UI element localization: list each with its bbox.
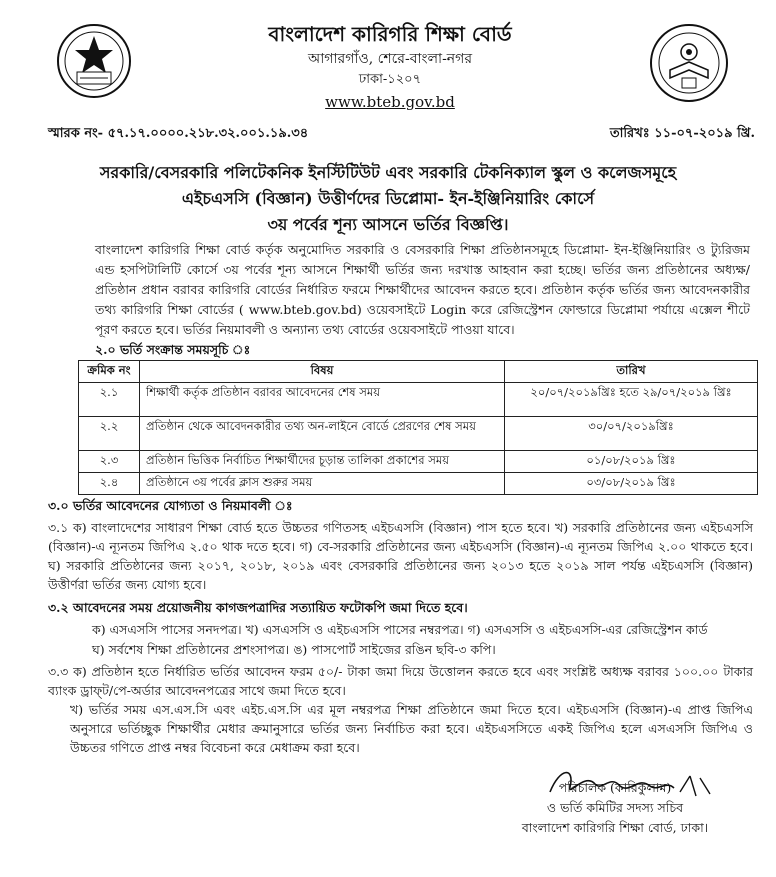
section-3-2-a: ক) এসএসসি পাসের সনদপত্র। খ) এসএসসি ও এইচএসসি পাসের নম্বরপত্র। গ) এসএসসি ও এইচএসসি-এর রেজিস্ট্রেশন কার্ড	[92, 622, 708, 637]
row-date: ৩০/০৭/২০১৯খ্রিঃ	[505, 417, 758, 451]
government-seal-logo	[55, 22, 133, 100]
bteb-logo	[648, 18, 730, 108]
signatory-role: ও ভর্তি কমিটির সদস্য সচিব	[546, 800, 684, 815]
subject-line-1: সরকারি/বেসরকারি পলিটেকনিক ইনস্টিটিউট এবং সরকারি টেকনিক্যাল স্কুল ও কলেজসমূহে	[99, 163, 677, 182]
header-date: তারিখ	[505, 361, 758, 383]
address-line-2: ঢাকা-১২০৭	[358, 72, 422, 87]
subject-line-3: ৩য় পর্বের শূন্য আসনে ভর্তির বিজ্ঞপ্তি।	[267, 215, 509, 234]
section-3-2-title: ৩.২ আবেদনের সময় প্রয়োজনীয় কাগজপত্রাদির সত্যায়িত ফটোকপি জমা দিতে হবে।	[48, 600, 468, 615]
signatory-office: বাংলাদেশ কারিগরি শিক্ষা বোর্ড, ঢাকা।	[521, 820, 709, 835]
table-row	[79, 473, 758, 495]
schedule-title: ২.০ ভর্তি সংক্রান্ত সময়সূচি ঃ	[95, 342, 251, 357]
section-3-3-a: ৩.৩ ক) প্রতিষ্ঠান হতে নির্ধারিত ভর্তির আবেদন ফরম ৫০/- টাকা জমা দিয়ে উত্তোলন করতে হবে এবং সংশ্লিষ্ট অধ্যক্ষ বরাবর ১০০.০০ টাকার ব্যাংক ড্রাফ্‌ট/পে-অর্ডার আবেদনপত্রের সাথে জমা দিতে হবে।	[48, 664, 753, 698]
board-title: বাংলাদেশ কারিগরি শিক্ষা বোর্ড	[268, 22, 512, 46]
table-row	[79, 383, 758, 417]
row-date: ০১/০৮/২০১৯ খ্রিঃ	[505, 451, 758, 473]
row-subject: প্রতিষ্ঠান থেকে আবেদনকারীর তথ্য অন-লাইনে বোর্ডে প্রেরণের শেষ সময়	[140, 417, 505, 451]
table-row	[79, 417, 758, 451]
row-subject: প্রতিষ্ঠানে ৩য় পর্বের ক্লাস শুরুর সময়	[140, 473, 505, 495]
section-3-3-b: খ) ভর্তির সময় এস.এস.সি এবং এইচ.এস.সি এর মূল নম্বরপত্র শিক্ষা প্রতিষ্ঠানে জমা দিতে হবে। এইচএসসি (বিজ্ঞান)-এ প্রাপ্ত জিপিএ অনুসারে ভর্তিচ্ছুক শিক্ষার্থীর মেধার ক্রমানুসারে ভর্তির জন্য নির্বাচিত করা হবে। এইচএসসিতে একই জিপিএ হলে এসএসসি জিপিএ ও উচ্চতর গণিতে প্রাপ্ত নম্বর বিবেচনা করে মেধাক্রম করা হবে।	[70, 702, 753, 755]
signature-block	[470, 778, 760, 838]
section-3-2-b: ঘ) সর্বশেষ শিক্ষা প্রতিষ্ঠানের প্রশংসাপত্র। ঙ) পাসপোর্ট সাইজের রঙিন ছবি-৩ কপি।	[92, 642, 496, 657]
signatory-title: পরিচালক (কারিকুলাম)	[558, 780, 672, 795]
intro-paragraph: বাংলাদেশ কারিগরি শিক্ষা বোর্ড কর্তৃক অনুমোদিত সরকারি ও বেসরকারি শিক্ষা প্রতিষ্ঠানসমূহে ডিপ্লোমা- ইন-ইঞ্জিনিয়ারিং ও ট্যুরিজম এন্ড হসপিটালিটি কোর্সে ৩য় পর্বের শূন্য আসনে শিক্ষার্থী ভর্তির জন্য দরখাস্ত আহবান করা হচ্ছে। ভর্তির জন্য প্রতিষ্ঠানের অধ্যক্ষ/প্রতিষ্ঠান প্রধান বরাবর কারিগরি বোর্ডের নির্ধারিত ফরমে শিক্ষার্থীদের আবেদন করতে হবে। প্রতিষ্ঠান কর্তৃক ভর্তির জন্য আবেদনকারীর তথ্য কারিগরি শিক্ষা বোর্ডের ( www.bteb.gov.bd) ওয়েবসাইটে Login করে রেজিস্ট্রেশন ফোল্ডারে ডিপ্লোমা পর্যায়ে এক্সেল শীটে পূরণ করতে হবে। ভর্তির নিয়মাবলী ও অন্যান্য তথ্য বোর্ডের ওয়েবসাইটে পাওয়া যাবে।	[95, 242, 750, 337]
memo-date: তারিখঃ ১১-০৭-২০১৯ খ্রি.	[609, 126, 755, 141]
memo-number: স্মারক নং- ৫৭.১৭.০০০০.২১৮.৩২.০০১.১৯.৩৪	[48, 126, 309, 141]
section-3-1: ৩.১ ক) বাংলাদেশের সাধারণ শিক্ষা বোর্ড হতে উচ্চতর গণিতসহ এইচএসসি (বিজ্ঞান) পাস হতে হবে। খ) সরকারি প্রতিষ্ঠানের জন্য এইচএসসি (বিজ্ঞান)-এ ন্যূনতম জিপিএ ২.৫০ থাক দতে হবে। গ) বে-সরকারি প্রতিষ্ঠানের জন্য এইচএসসি (বিজ্ঞান)-এ ন্যূনতম জিপিএ ২.০০ থাকতে হবে। ঘ) সরকারি প্রতিষ্ঠানের জন্য ২০১৭, ২০১৮, ২০১৯ এবং বেসরকারি প্রতিষ্ঠানের জন্য ২০১৩ হতে ২০১৯ সাল পর্যন্ত এইচএসসি (বিজ্ঞান) উত্তীর্ণরা ভর্তির জন্য যোগ্য হবে।	[48, 520, 753, 592]
row-serial: ২.২	[79, 417, 140, 451]
header-serial: ক্রমিক নং	[79, 361, 140, 383]
row-serial: ২.৩	[79, 451, 140, 473]
row-date: ২০/০৭/২০১৯খ্রিঃ হতে ২৯/০৭/২০১৯ খ্রিঃ	[505, 383, 758, 417]
table-header-row	[79, 361, 758, 383]
header-subject: বিষয়	[140, 361, 505, 383]
row-date: ০৩/০৮/২০১৯ খ্রিঃ	[505, 473, 758, 495]
row-subject: প্রতিষ্ঠান ভিত্তিক নির্বাচিত শিক্ষার্থীদের চূড়ান্ত তালিকা প্রকাশের সময়	[140, 451, 505, 473]
address-line-1: আগারগাঁও, শেরে-বাংলা-নগর	[307, 51, 473, 67]
row-serial: ২.১	[79, 383, 140, 417]
eligibility-title: ৩.০ ভর্তির আবেদনের যোগ্যতা ও নিয়মাবলী ঃ	[48, 498, 293, 513]
table-row	[79, 451, 758, 473]
row-subject: শিক্ষার্থী কর্তৃক প্রতিষ্ঠান বরাবর আবেদনের শেষ সময়	[140, 383, 505, 417]
subject-line-2: এইচএসসি (বিজ্ঞান) উত্তীর্ণদের ডিপ্লোমা- ইন-ইঞ্জিনিয়ারিং কোর্সে	[181, 189, 595, 208]
schedule-table	[78, 360, 758, 495]
website-link[interactable]: www.bteb.gov.bd	[325, 93, 455, 111]
row-serial: ২.৪	[79, 473, 140, 495]
